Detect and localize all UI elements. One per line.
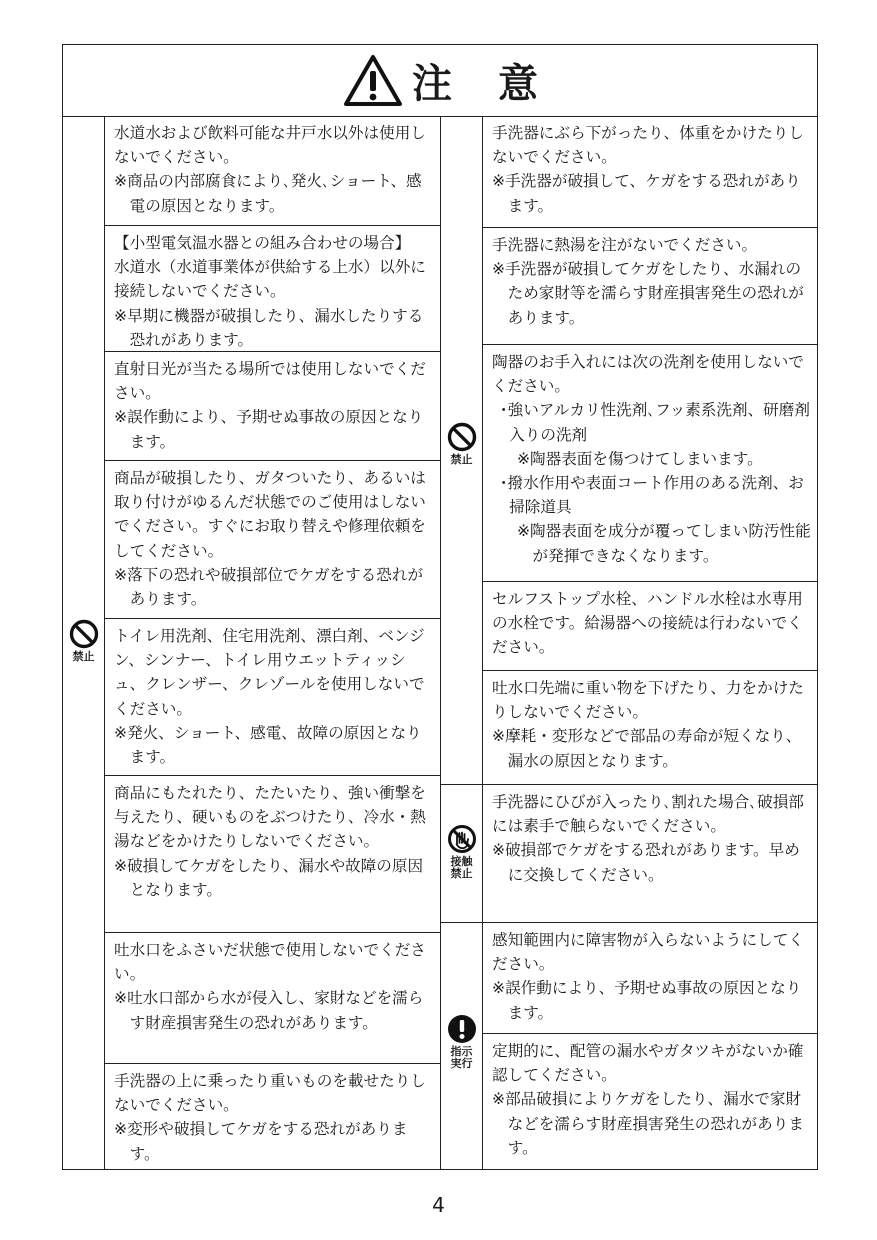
caution-item: トイレ用洗剤、住宅用洗剤、漂白剤、ベンジン、シンナー、トイレ用ウエットティッシュ、クレンザー、クレゾールを使用しないでください。 ※発火、ショート、感電、故障の原因となります。 (105, 618, 440, 775)
icon-divider (441, 784, 482, 785)
left-icon-column (63, 116, 105, 1169)
caution-table (62, 44, 818, 1170)
caution-item: 手洗器に熱湯を注がないでください。 ※手洗器が破損してケガをしたり、水漏れのため家財等を濡らす財産損害発生の恐れがあります。 (483, 227, 817, 344)
right-icon-column (441, 116, 483, 1169)
caution-header (63, 45, 817, 117)
no-touch-hand-icon (447, 824, 477, 854)
prohibit-icon (447, 422, 477, 452)
right-text-column (483, 116, 817, 1169)
caution-item: 【小型電気温水器との組み合わせの場合】 水道水（水道事業体が供給する上水）以外に接続しないでください。 ※早期に機器が破損したり、漏水したりする恐れがあります。 (105, 225, 440, 351)
caution-item: 水道水および飲料可能な井戸水以外は使用しないでください。 ※商品の内部腐食により､発火､ショート、感電の原因となります。 (114, 124, 426, 215)
page-number: 4 (432, 1193, 445, 1217)
caution-item: 手洗器にひびが入ったり､割れた場合､破損部には素手で触らないでください。 ※破損部でケガをする恐れがあります。早めに交換してください。 (483, 784, 817, 922)
prohibit-mark-right: 禁止 (441, 422, 482, 466)
icon-divider (441, 922, 482, 923)
caution-item: 直射日光が当たる場所では使用しないでください。 ※誤作動により、予期せぬ事故の原因となります。 (105, 351, 440, 460)
caution-item: 商品が破損したり、ガタついたり、あるいは取り付けがゆるんだ状態でのご使用はしないでください。すぐにお取り替えや修理依頼をしてください。 ※落下の恐れや破損部位でケガをする恐れがあります。 (105, 460, 440, 618)
page-title: 注 意 (412, 61, 538, 107)
caution-item: 感知範囲内に障害物が入らないようにしてください。 ※誤作動により、予期せぬ事故の原因となります。 (483, 922, 817, 1033)
caution-item: 吐水口をふさいだ状態で使用しないでください。 ※吐水口部から水が侵入し、家財などを濡らす財産損害発生の恐れがあります。 (105, 932, 440, 1063)
instruction-mark: 指示 実行 (441, 1014, 482, 1070)
caution-item: 吐水口先端に重い物を下げたり、力をかけたりしないでください。 ※摩耗・変形などで部品の寿命が短くなり、漏水の原因となります。 (483, 670, 817, 784)
caution-item: 定期的に、配管の漏水やガタツキがないか確認してください。 ※部品破損によりケガをしたり、漏水で家財などを濡らす財産損害発生の恐れがあります。 (483, 1033, 817, 1171)
caution-item: 手洗器にぶら下がったり、体重をかけたりしないでください。 ※手洗器が破損して、ケガをする恐れがあります。 (492, 124, 804, 215)
warning-triangle-icon (342, 53, 404, 109)
left-text-column (105, 116, 441, 1169)
no-touch-mark: 接触 禁止 (441, 824, 482, 880)
caution-item: 商品にもたれたり、たたいたり、強い衝撃を与えたり、硬いものをぶつけたり、冷水・熱湯などをかけたりしないでください。 ※破損してケガをしたり、漏水や故障の原因となります。 (105, 775, 440, 932)
caution-item: セルフストップ水栓、ハンドル水栓は水専用の水栓です。給湯器への接続は行わないでください。 (483, 581, 817, 670)
prohibit-mark-left: 禁止 (63, 619, 104, 663)
caution-item: 陶器のお手入れには次の洗剤を使用しないでください。 ･強いアルカリ性洗剤､フッ素系洗剤、研磨剤入りの洗剤 ※陶器表面を傷つけてしまいます。 ･撥水作用や表面コート作用のある洗剤、お掃除道具 ※陶器表面を成分が覆ってしまい防汚性能が発揮できなくなります。 (483, 344, 817, 581)
exclamation-instruction-icon (447, 1014, 477, 1044)
caution-item: 手洗器の上に乗ったり重いものを載せたりしないでください。 ※変形や破損してケガをする恐れがあります。 (105, 1063, 440, 1171)
prohibit-icon (69, 619, 99, 649)
